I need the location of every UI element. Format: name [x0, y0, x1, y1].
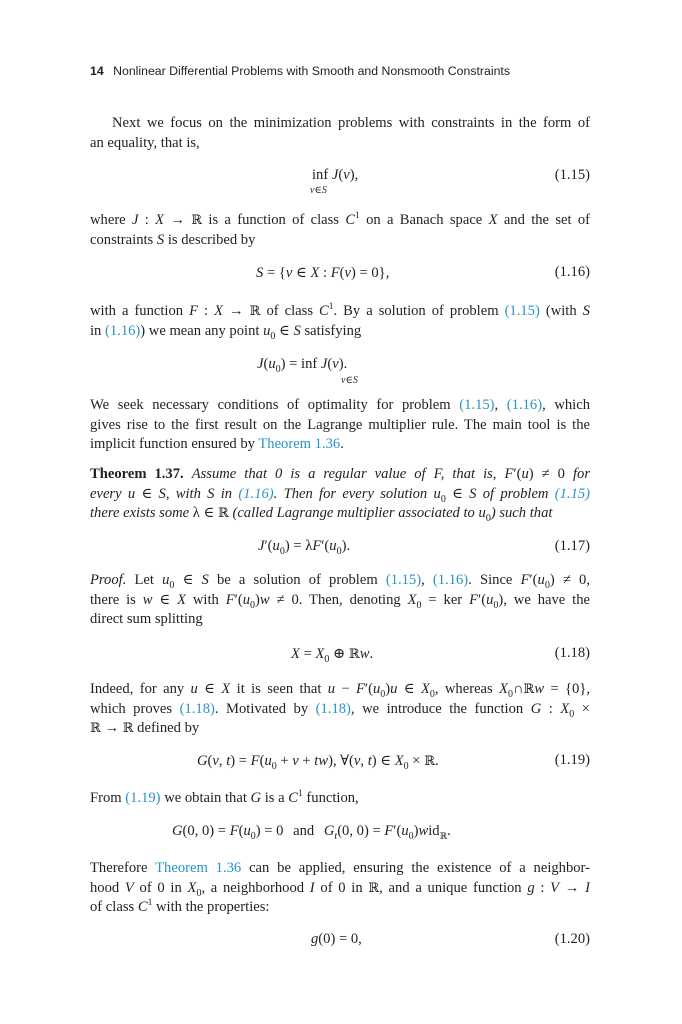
ref-eq-1-16[interactable]: (1.16): [506, 397, 543, 413]
equation-number: (1.15): [554, 167, 590, 183]
theorem-label: Theorem 1.37.: [90, 466, 184, 482]
equation-J-u0: $J(u_0)$ = inf J(v). v∈S: [257, 356, 358, 386]
paragraph-therefore: Therefore Theorem 1.36 can be applied, ensuring the existence of a neighbor- hood V of 0 in $X_0$, a neighborhood I of 0 in ℝ, and a unique function g : V → I of class $C^1$ with the properties:: [90, 860, 590, 915]
paragraph-from-1-19: From (1.19) we obtain that G is a $C^1$ function,: [90, 789, 359, 806]
ref-eq-1-18[interactable]: (1.18): [179, 700, 215, 717]
equation-1-16: S = {v ∈ X : F(v) = 0}, (1.16): [256, 264, 590, 281]
ref-eq-1-16[interactable]: (1.16): [105, 322, 141, 339]
ref-eq-1-15[interactable]: (1.15): [504, 303, 540, 319]
ref-eq-1-16[interactable]: (1.16): [238, 485, 274, 502]
paragraph-necessary-conditions: We seek necessary conditions of optimality for problem (1.15), (1.16), which gives rise to the first result on the Lagrange multiplier rule. The main tool is the implicit function ensured by Theorem 1.36.: [90, 397, 590, 452]
proof-label: Proof.: [90, 572, 127, 588]
paragraph-where-J: where J : X → ℝ is a function of class $C^1$ on a Banach space X and the set of constraints S is described by: [90, 211, 591, 248]
paragraph-solution-def: with a function F : X → ℝ of class $C^1$. By a solution of problem (1.15) (with S in (1.16)) we mean any point $u_0$ ∈ S satisfying: [90, 302, 590, 342]
ref-eq-1-19[interactable]: (1.19): [125, 790, 161, 806]
ref-theorem-1-36[interactable]: Theorem 1.36: [155, 860, 242, 876]
equation-1-20: g(0) = 0, (1.20): [311, 931, 590, 947]
ref-eq-1-16[interactable]: (1.16): [432, 572, 469, 588]
running-title: Nonlinear Differential Problems with Smooth and Nonsmooth Constraints: [113, 64, 510, 78]
equation-G-values: G(0, $0) = F(u_0) = 0$ and $G_t(0$, $0) = F'(u_0)wid_ℝ$.: [172, 823, 451, 842]
ref-eq-1-15[interactable]: (1.15): [385, 572, 422, 588]
equation-1-15: inf J(v), v∈S (1.15): [310, 167, 590, 196]
equation-number: (1.18): [554, 645, 590, 661]
running-header: [90, 64, 590, 78]
equation-number: (1.16): [554, 264, 590, 280]
paragraph-intro: Next we focus on the minimization problems with constraints in the form of an equality, that is,: [90, 115, 590, 151]
equation-number: (1.20): [554, 931, 590, 947]
equation-1-18: $X = X_0$ ⊕ ℝw. (1.18): [291, 645, 590, 665]
page-number: 14: [90, 64, 104, 78]
paragraph-indeed: Indeed, for any u ∈ X it is seen that $u - F'(u_0)u$ ∈ $X_0$, whereas $X_0\cap ℝw = \{0\}$, which proves (1.18). Motivated by (1.18), we introduce the function G : $X_0$ × ℝ → ℝ defined by: [90, 681, 590, 736]
ref-eq-1-15[interactable]: (1.15): [554, 485, 591, 502]
proof: Proof. Let $u_0$ ∈ S be a solution of problem (1.15), (1.16). Since $F'(u_0) \ne 0$, there is w ∈ X with $F'(u_0)w \ne 0$. Then, denoting $X_0$ = ker $F'(u_0)$, we have the direct sum splitting: [90, 572, 590, 627]
ref-theorem-1-36[interactable]: Theorem 1.36: [258, 436, 341, 452]
equation-number: (1.19): [554, 752, 590, 768]
equation-number: (1.17): [554, 538, 590, 554]
theorem-1-37: Theorem 1.37. Assume that 0 is a regular value of F, that is, F′(u) ≠ 0 for every u ∈ S, with S in (1.16). Then for every solution $u_0$ ∈ S of problem (1.15) there exists some λ ∈ ℝ (called Lagrange multiplier associated to $u_0$) such that: [90, 466, 591, 524]
equation-1-19: G(v, $t) = F(u_0 + v + tw)$, ∀(v, t) ∈ $X_0$ × ℝ. (1.19): [197, 752, 590, 772]
ref-eq-1-18[interactable]: (1.18): [315, 700, 351, 717]
ref-eq-1-15[interactable]: (1.15): [459, 397, 495, 413]
equation-1-17: $J'(u_0) = \lambda F'(u_0)$. (1.17): [258, 538, 590, 557]
